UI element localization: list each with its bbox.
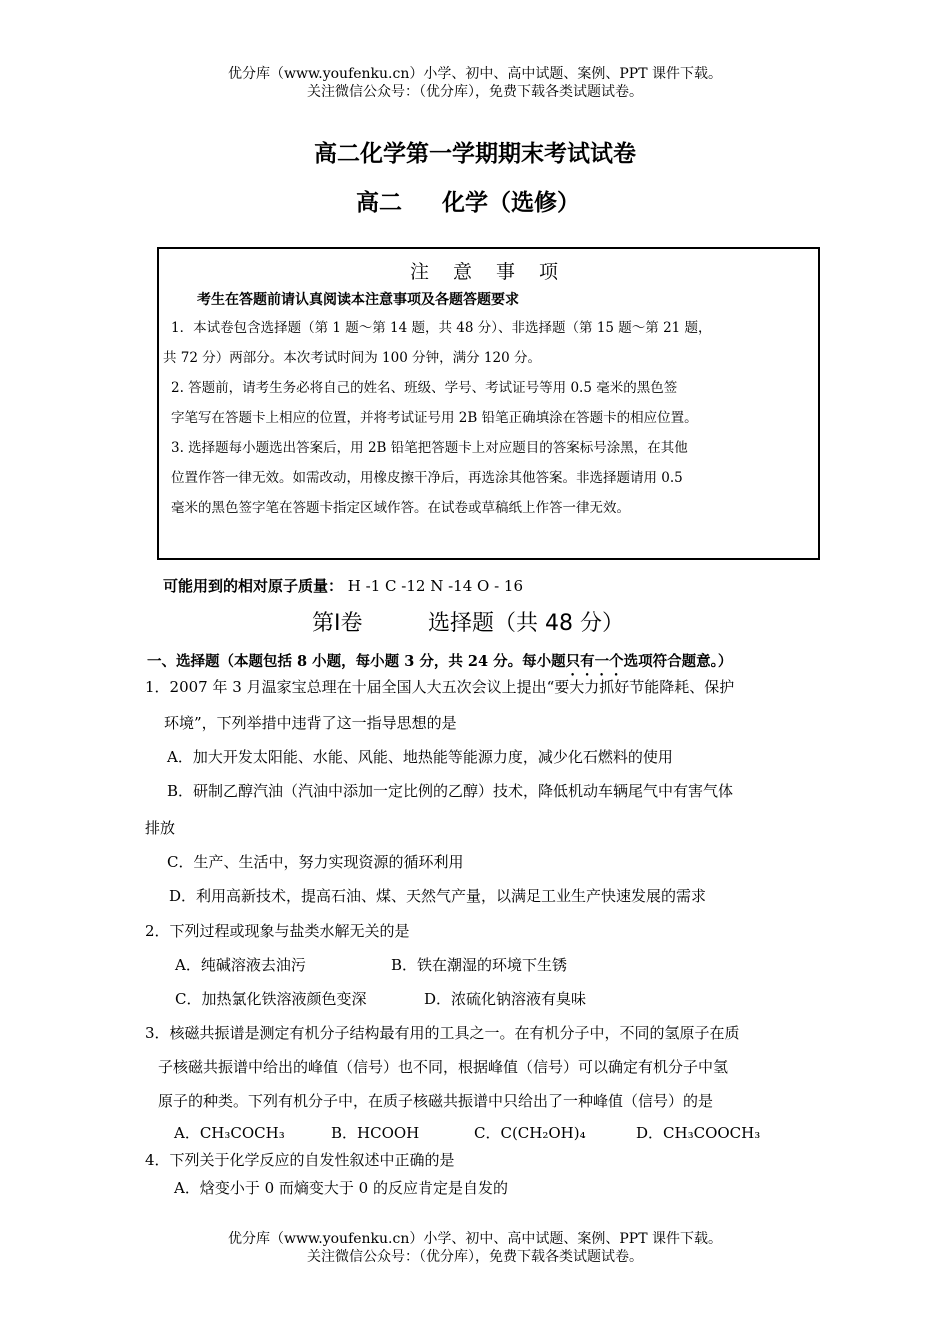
q3-option-d: D．CH₃COOCH₃	[636, 1124, 761, 1142]
section-part: 第Ⅰ卷	[312, 611, 363, 636]
q1-stem-a: 1．2007 年 3 月温家宝总理在十届全国人大五次会议上提出“要大力抓好节能降耗、保护	[145, 678, 735, 696]
q3-option-c: C．C(CH₂OH)₄	[474, 1124, 586, 1142]
q3-stem-c: 原子的种类。下列有机分子中，在质子核磁共振谱中只给出了一种峰值（信号）的是	[158, 1092, 714, 1110]
notice-title: 注 意 事 项	[409, 261, 568, 283]
exam-subject: 化学（选修）	[442, 190, 580, 216]
notice-item-1a: 1．本试卷包含选择题（第 1 题～第 14 题，共 48 分）、非选择题（第 15 题～第 21 题，	[171, 320, 712, 336]
notice-subtitle: 考生在答题前请认真阅读本注意事项及各题答题要求	[197, 292, 519, 308]
choice-intro-prefix: 一、选择题（本题包括 8 小题，每小题 3 分，共 24 分。每小题	[147, 653, 566, 670]
q1-stem-b: 环境”，下列举措中违背了这一指导思想的是	[164, 714, 457, 732]
choice-intro-suffix: 选项符合题意。）	[623, 653, 733, 670]
q2-option-c: C．加热氯化铁溶液颜色变深	[175, 990, 367, 1008]
notice-item-3b: 位置作答一律无效。如需改动，用橡皮擦干净后，再选涂其他答案。非选择题请用 0.5	[171, 470, 683, 486]
q1-option-a: A．加大开发太阳能、水能、风能、地热能等能源力度，减少化石燃料的使用	[167, 748, 673, 766]
notice-item-2b: 字笔写在答题卡上相应的位置，并将考试证号用 2B 铅笔正确填涂在答题卡的相应位置。	[171, 410, 698, 426]
q3-option-a: A．CH₃COCH₃	[174, 1124, 285, 1142]
atomic-mass-line	[163, 575, 523, 596]
header-line-1: 优分库（www.youfenku.cn）小学、初中、高中试题、案例、PPT 课件下载。	[227, 66, 722, 82]
footer-line-1: 优分库（www.youfenku.cn）小学、初中、高中试题、案例、PPT 课件下载。	[227, 1231, 722, 1247]
q2-stem: 2．下列过程或现象与盐类水解无关的是	[145, 922, 410, 940]
q1-option-c: C．生产、生活中，努力实现资源的循环利用	[167, 853, 464, 871]
exam-grade: 高二	[356, 190, 402, 216]
q3-option-b: B．HCOOH	[331, 1124, 420, 1142]
notice-item-3c: 毫米的黑色签字笔在答题卡指定区域作答。在试卷或草稿纸上作答一律无效。	[171, 500, 630, 516]
footer-line-2: 关注微信公众号：（优分库），免费下载各类试题试卷。	[307, 1249, 643, 1265]
q1-option-d: D．利用高新技术，提高石油、煤、天然气产量，以满足工业生产快速发展的需求	[169, 887, 707, 905]
q2-option-a: A．纯碱溶液去油污	[175, 956, 306, 974]
section-name: 选择题（共 48 分）	[428, 611, 624, 636]
header-line-2: 关注微信公众号：（优分库），免费下载各类试题试卷。	[307, 84, 643, 100]
q1-option-b: B．研制乙醇汽油（汽油中添加一定比例的乙醇）技术，降低机动车辆尾气中有害气体	[167, 782, 734, 800]
q2-option-b: B．铁在潮湿的环境下生锈	[391, 956, 568, 974]
choice-intro-emphasis: 只有一个	[565, 653, 624, 670]
q4-option-a: A．焓变小于 0 而熵变大于 0 的反应肯定是自发的	[174, 1179, 508, 1197]
q1-option-b-cont: 排放	[145, 819, 176, 837]
notice-box	[157, 247, 820, 560]
q4-stem: 4．下列关于化学反应的自发性叙述中正确的是	[145, 1151, 455, 1169]
notice-item-3a: 3. 选择题每小题选出答案后，用 2B 铅笔把答题卡上对应题目的答案标号涂黑，在其他	[171, 440, 688, 456]
q2-option-d: D．浓硫化钠溶液有臭味	[424, 990, 587, 1008]
notice-item-2a: 2. 答题前，请考生务必将自己的姓名、班级、学号、考试证号等用 0.5 毫米的黑色签	[171, 380, 678, 396]
atomic-mass-label: 可能用到的相对原子质量：	[163, 577, 344, 595]
choice-intro	[147, 650, 732, 679]
q3-stem-b: 子核磁共振谱中给出的峰值（信号）也不同，根据峰值（信号）可以确定有机分子中氢	[158, 1058, 729, 1076]
q3-stem-a: 3．核磁共振谱是测定有机分子结构最有用的工具之一。在有机分子中，不同的氢原子在质	[145, 1024, 740, 1042]
notice-item-1b: 共 72 分）两部分。本次考试时间为 100 分钟，满分 120 分。	[163, 350, 541, 366]
exam-title: 高二化学第一学期期末考试试卷	[314, 141, 636, 167]
atomic-mass-values: H -1 C -12 N -14 O - 16	[347, 577, 523, 595]
